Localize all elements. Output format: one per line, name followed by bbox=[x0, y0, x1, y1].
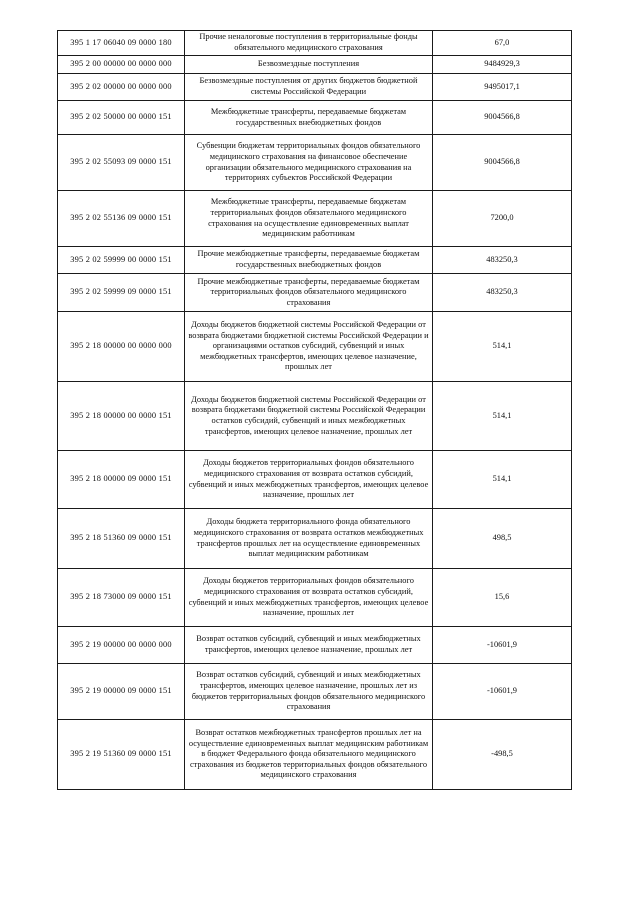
amount-cell: 498,5 bbox=[433, 509, 572, 569]
amount-cell: 9004566,8 bbox=[433, 101, 572, 135]
table-row bbox=[58, 191, 572, 247]
table-row bbox=[58, 664, 572, 720]
amount-cell: 9484929,3 bbox=[433, 56, 572, 74]
budget-code-cell: 395 2 18 51360 09 0000 151 bbox=[58, 509, 185, 569]
income-name-cell: Прочие межбюджетные трансферты, передаваемые бюджетам государственных внебюджетных фондов bbox=[185, 247, 433, 274]
income-name-cell: Безвозмездные поступления от других бюджетов бюджетной системы Российской Федерации bbox=[185, 74, 433, 101]
amount-cell: -10601,9 bbox=[433, 664, 572, 720]
income-name-cell: Доходы бюджетов бюджетной системы Российской Федерации от возврата бюджетами бюджетной системы Российской Федерации остатков субсидий, субвенций и иных межбюджетных трансфертов, имеющих целевое назначение, прошлых лет bbox=[185, 382, 433, 451]
amount-cell: 67,0 bbox=[433, 31, 572, 56]
income-name-cell: Доходы бюджетов территориальных фондов обязательного медицинского страхования от возврата остатков субсидий, субвенций и иных межбюджетных трансфертов, имеющих целевое назначение, прошлых лет bbox=[185, 451, 433, 509]
amount-cell: -10601,9 bbox=[433, 627, 572, 664]
budget-code-cell: 395 2 18 00000 00 0000 000 bbox=[58, 312, 185, 382]
table-row bbox=[58, 135, 572, 191]
table-row bbox=[58, 101, 572, 135]
budget-code-cell: 395 2 18 00000 00 0000 151 bbox=[58, 382, 185, 451]
table-row bbox=[58, 56, 572, 74]
table-row bbox=[58, 451, 572, 509]
income-name-cell: Возврат остатков субсидий, субвенций и иных межбюджетных трансфертов, имеющих целевое назначение, прошлых лет из бюджетов территориальных фондов обязательного медицинского страхования bbox=[185, 664, 433, 720]
income-name-cell: Прочие межбюджетные трансферты, передаваемые бюджетам территориальных фондов обязательного медицинского страхования bbox=[185, 274, 433, 312]
table-row bbox=[58, 274, 572, 312]
amount-cell: -498,5 bbox=[433, 720, 572, 790]
table-row bbox=[58, 720, 572, 790]
budget-code-cell: 395 2 02 55136 09 0000 151 bbox=[58, 191, 185, 247]
income-name-cell: Доходы бюджетов бюджетной системы Российской Федерации от возврата бюджетами бюджетной системы Российской Федерации и организациями остатков субсидий, субвенций и иных межбюджетных трансфертов, имеющих целевое назначение, прошлых лет bbox=[185, 312, 433, 382]
amount-cell: 483250,3 bbox=[433, 274, 572, 312]
amount-cell: 514,1 bbox=[433, 451, 572, 509]
income-name-cell: Прочие неналоговые поступления в территориальные фонды обязательного медицинского страхования bbox=[185, 31, 433, 56]
income-name-cell: Межбюджетные трансферты, передаваемые бюджетам государственных внебюджетных фондов bbox=[185, 101, 433, 135]
table-row bbox=[58, 247, 572, 274]
income-name-cell: Доходы бюджетов территориальных фондов обязательного медицинского страхования от возврата остатков субсидий, субвенций и иных межбюджетных трансфертов, имеющих целевое назначение, прошлых лет bbox=[185, 569, 433, 627]
amount-cell: 9004566,8 bbox=[433, 135, 572, 191]
budget-code-cell: 395 2 19 51360 09 0000 151 bbox=[58, 720, 185, 790]
table-row bbox=[58, 74, 572, 101]
income-name-cell: Доходы бюджета территориального фонда обязательного медицинского страхования от возврата остатков межбюджетных трансфертов прошлых лет на осуществление единовременных выплат медицинским работникам bbox=[185, 509, 433, 569]
budget-code-cell: 395 2 02 59999 09 0000 151 bbox=[58, 274, 185, 312]
budget-code-cell: 395 2 18 73000 09 0000 151 bbox=[58, 569, 185, 627]
income-name-cell: Субвенции бюджетам территориальных фондов обязательного медицинского страхования на финансовое обеспечение организации обязательного медицинского страхования на территориях субъектов Российской Федерации bbox=[185, 135, 433, 191]
table-row bbox=[58, 382, 572, 451]
budget-code-cell: 395 2 02 59999 00 0000 151 bbox=[58, 247, 185, 274]
amount-cell: 9495017,1 bbox=[433, 74, 572, 101]
budget-code-cell: 395 2 19 00000 00 0000 000 bbox=[58, 627, 185, 664]
amount-cell: 483250,3 bbox=[433, 247, 572, 274]
document-page bbox=[57, 30, 571, 790]
budget-code-cell: 395 2 02 00000 00 0000 000 bbox=[58, 74, 185, 101]
budget-code-cell: 395 2 18 00000 09 0000 151 bbox=[58, 451, 185, 509]
budget-code-cell: 395 2 19 00000 09 0000 151 bbox=[58, 664, 185, 720]
amount-cell: 15,6 bbox=[433, 569, 572, 627]
table-row bbox=[58, 312, 572, 382]
budget-code-cell: 395 1 17 06040 09 0000 180 bbox=[58, 31, 185, 56]
budget-code-cell: 395 2 00 00000 00 0000 000 bbox=[58, 56, 185, 74]
table-row bbox=[58, 509, 572, 569]
income-name-cell: Возврат остатков межбюджетных трансфертов прошлых лет на осуществление единовременных выплат медицинским работникам в бюджет Федерального фонда обязательного медицинского страхования из бюджетов территориальных фондов обязательного медицинского страхования bbox=[185, 720, 433, 790]
amount-cell: 514,1 bbox=[433, 382, 572, 451]
budget-code-cell: 395 2 02 55093 09 0000 151 bbox=[58, 135, 185, 191]
income-name-cell: Возврат остатков субсидий, субвенций и иных межбюджетных трансфертов, имеющих целевое назначение, прошлых лет bbox=[185, 627, 433, 664]
amount-cell: 7200,0 bbox=[433, 191, 572, 247]
income-name-cell: Межбюджетные трансферты, передаваемые бюджетам территориальных фондов обязательного медицинского страхования на осуществление единовременных выплат медицинским работникам bbox=[185, 191, 433, 247]
table-row bbox=[58, 31, 572, 56]
table-row bbox=[58, 569, 572, 627]
income-name-cell: Безвозмездные поступления bbox=[185, 56, 433, 74]
table-row bbox=[58, 627, 572, 664]
amount-cell: 514,1 bbox=[433, 312, 572, 382]
budget-code-cell: 395 2 02 50000 00 0000 151 bbox=[58, 101, 185, 135]
revenue-table bbox=[57, 30, 572, 790]
